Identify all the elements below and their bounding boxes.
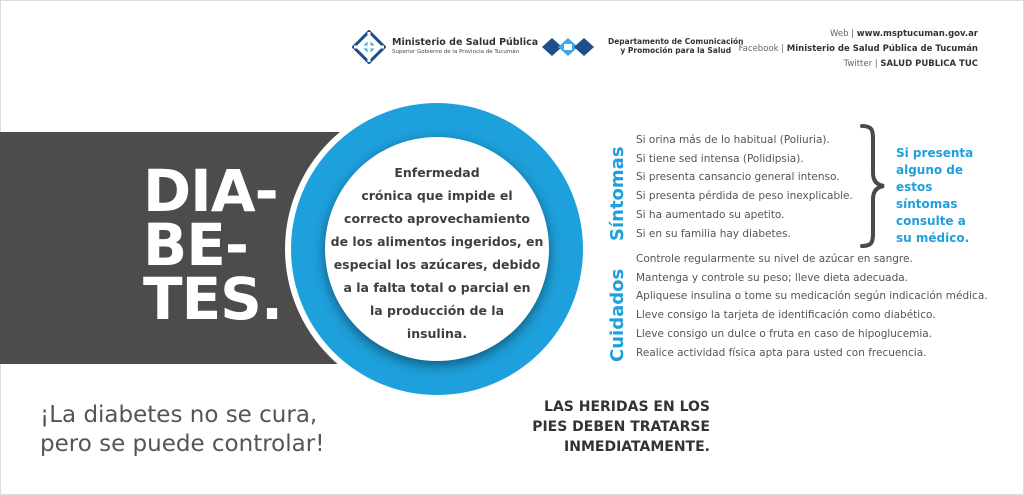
contact-twitter [739, 57, 978, 72]
advice-line: estos síntomas [896, 180, 958, 211]
ministry-logo [352, 30, 538, 64]
list-item: Apliquese insulina o tome su medicación según indicación médica. [636, 290, 988, 303]
department-name-line1: Departamento de Comunicación [608, 37, 744, 47]
definition-line: correcto aprovechamiento [344, 211, 530, 226]
definition-line: de los alimentos ingeridos, en [330, 234, 544, 249]
title-line-2: BE- [143, 211, 248, 279]
symptoms-heading: Síntomas [607, 146, 628, 241]
contact-facebook-label: Facebook | [738, 44, 785, 54]
list-item: Lleve consigo la tarjeta de identificación como diabético. [636, 309, 936, 322]
motto-line-1: ¡La diabetes no se cura, [40, 402, 318, 428]
contact-facebook-link[interactable]: Ministerio de Salud Pública de Tucumán [786, 44, 978, 54]
contact-facebook [739, 42, 978, 57]
department-logo [540, 36, 743, 58]
list-item: Si ha aumentado su apetito. [636, 208, 785, 221]
care-heading: Cuidados [607, 268, 628, 362]
ministry-name: Ministerio de Salud Pública [392, 37, 539, 49]
wounds-line-3: INMEDIATAMENTE. [564, 439, 710, 455]
definition-line: crónica que impide el [361, 188, 513, 203]
contact-web-link[interactable]: www.msptucuman.gov.ar [856, 29, 978, 39]
department-emblem-icon [540, 36, 602, 58]
definition-line: especial los azúcares, debido [333, 257, 541, 272]
ministry-emblem-icon [352, 30, 386, 64]
title-line-3: TES. [143, 265, 282, 333]
contact-twitter-label: Twitter | [843, 59, 878, 69]
wounds-line-2: PIES DEBEN TRATARSE [532, 419, 710, 435]
advice-line: su médico. [896, 231, 970, 245]
list-item: Si presenta pérdida de peso inexplicable. [636, 190, 853, 203]
list-item: Si presenta cansancio general intenso. [636, 171, 840, 184]
definition-line: la producción de la [369, 303, 505, 318]
definition-line: Enfermedad [394, 165, 480, 180]
symptoms-advice [896, 145, 996, 247]
poster-title [143, 157, 282, 333]
ministry-subtitle: Superior Gobierno de la Provincia de Tucumán [392, 49, 520, 56]
contact-web-label: Web | [829, 29, 855, 39]
contact-web [739, 27, 978, 42]
list-item: Controle regularmente su nivel de azúcar en sangre. [636, 253, 913, 265]
curly-brace-icon [858, 123, 888, 249]
title-line-1: DIA- [143, 157, 278, 225]
list-item: Si tiene sed intensa (Polidipsia). [636, 152, 804, 165]
department-name-line2: y Promoción para la Salud [620, 46, 732, 55]
definition-line: a la falta total o parcial en [343, 280, 531, 295]
advice-line: alguno de [896, 163, 964, 177]
wounds-line-1: LAS HERIDAS EN LOS [544, 399, 710, 415]
contact-twitter-link[interactable]: SALUD PUBLICA TUC [880, 59, 978, 69]
definition-line: insulina. [406, 326, 468, 341]
advice-line: Si presenta [896, 146, 974, 160]
list-item: Realice actividad física apta para usted con frecuencia. [636, 346, 927, 359]
list-item: Mantenga y controle su peso; lleve dieta adecuada. [636, 271, 909, 284]
motto [40, 401, 324, 459]
list-item: Si en su familia hay diabetes. [636, 227, 791, 240]
list-item: Lleve consigo un dulce o fruta en caso de hipoglucemia. [636, 327, 933, 340]
motto-line-2: pero se puede controlar! [40, 431, 325, 457]
definition-text [330, 161, 544, 345]
contact-info [739, 27, 978, 72]
wounds-warning [480, 397, 710, 457]
care-list [636, 250, 988, 362]
advice-line: consulte a [896, 214, 966, 228]
symptoms-list [636, 131, 853, 243]
list-item: Si orina más de lo habitual (Poliuria). [636, 134, 830, 146]
